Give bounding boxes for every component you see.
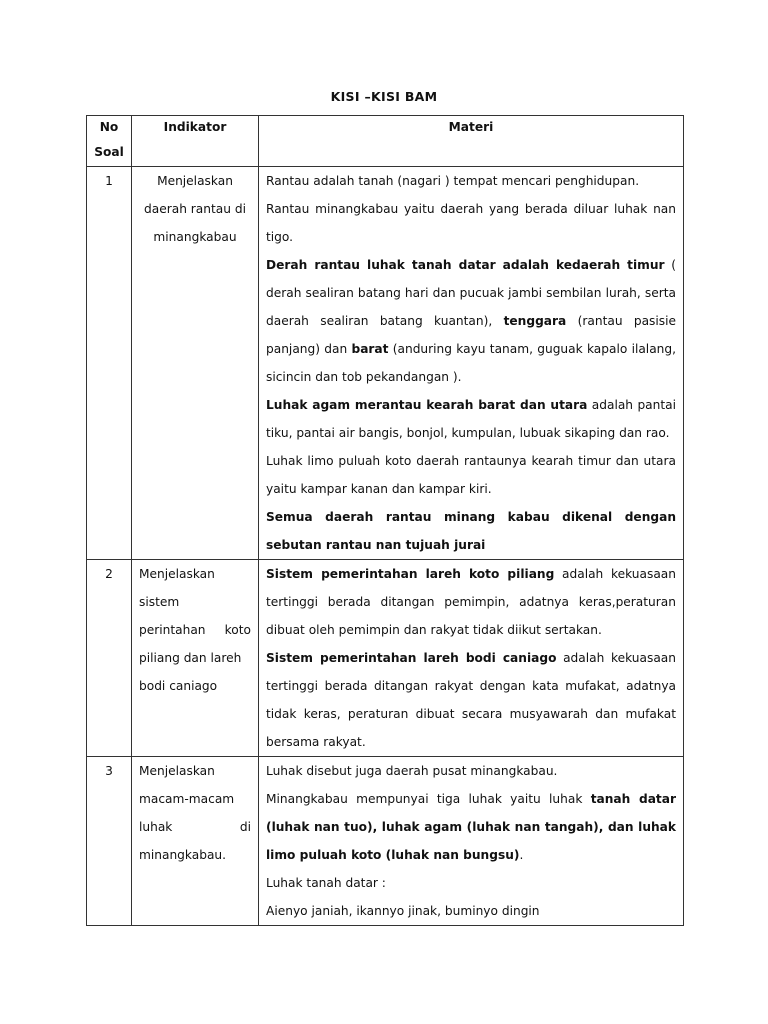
row-indikator xyxy=(132,757,259,926)
materi-paragraph: Luhak limo puluah koto daerah rantaunya kearah timur dan utara yaitu kampar kanan dan kampar kiri. xyxy=(266,454,676,496)
indikator-line: piliang dan lareh xyxy=(139,651,242,665)
header-no-soal xyxy=(87,116,132,167)
materi-bold: Luhak agam merantau kearah barat dan utara xyxy=(266,398,588,412)
materi-bold: Semua daerah rantau minang kabau dikenal dengan sebutan rantau nan tujuah jurai xyxy=(266,510,676,552)
materi-paragraph: Rantau minangkabau yaitu daerah yang berada diluar luhak nan tigo. xyxy=(266,202,676,244)
row-number: 2 xyxy=(87,560,132,757)
indikator-line: luhak di xyxy=(139,820,251,834)
table-row xyxy=(87,560,684,757)
indikator-line: Menjelaskan xyxy=(157,174,233,188)
header-materi: Materi xyxy=(259,116,684,167)
materi-bold: barat xyxy=(351,342,389,356)
row-indikator xyxy=(132,167,259,560)
row-number: 1 xyxy=(87,167,132,560)
table-row xyxy=(87,757,684,926)
row-materi xyxy=(259,757,684,926)
indikator-line: Menjelaskan xyxy=(139,567,215,581)
materi-bold: Sistem pemerintahan lareh koto piliang xyxy=(266,567,555,581)
materi-paragraph: Luhak disebut juga daerah pusat minangkabau. xyxy=(266,764,558,778)
materi-paragraph: Aienyo janiah, ikannyo jinak, buminyo dingin xyxy=(266,904,540,918)
indikator-line: Menjelaskan xyxy=(139,764,215,778)
materi-paragraph: Sistem pemerintahan lareh bodi caniago adalah kekuasaan tertinggi berada ditangan rakyat dengan kata mufakat, adatnya tidak keras, peraturan dibuat secara musyawarah dan mufakat bersama rakyat. xyxy=(266,651,676,749)
indikator-line: sistem xyxy=(139,595,180,609)
materi-bold: tenggara xyxy=(503,314,567,328)
indikator-line: bodi caniago xyxy=(139,679,218,693)
kisi-kisi-table xyxy=(86,115,684,926)
materi-bold: tanah datar (luhak nan tuo), luhak agam (luhak nan tangah), dan luhak limo puluah koto (luhak nan bungsu) xyxy=(266,792,676,862)
header-indikator: Indikator xyxy=(132,116,259,167)
indikator-line: daerah rantau di xyxy=(144,202,246,216)
indikator-line: minangkabau xyxy=(153,230,237,244)
row-materi xyxy=(259,167,684,560)
indikator-line: minangkabau. xyxy=(139,848,227,862)
materi-paragraph: Sistem pemerintahan lareh koto piliang adalah kekuasaan tertinggi berada ditangan pemimpin, adatnya keras,peraturan dibuat oleh pemimpin dan rakyat tidak diikut sertakan. xyxy=(266,567,676,637)
indikator-line: macam-macam xyxy=(139,792,235,806)
materi-paragraph: Luhak agam merantau kearah barat dan utara adalah pantai tiku, pantai air bangis, bonjol, kumpulan, lubuak sikaping dan rao. xyxy=(266,398,677,440)
row-number: 3 xyxy=(87,757,132,926)
materi-bold: Sistem pemerintahan lareh bodi caniago xyxy=(266,651,557,665)
table-header-row xyxy=(87,116,684,167)
table-row xyxy=(87,167,684,560)
row-indikator xyxy=(132,560,259,757)
indikator-line: perintahan koto xyxy=(139,623,251,637)
header-no: No xyxy=(99,120,119,134)
header-soal: Soal xyxy=(94,145,124,159)
row-materi xyxy=(259,560,684,757)
materi-paragraph: Luhak tanah datar : xyxy=(266,876,386,890)
materi-paragraph: Rantau adalah tanah (nagari ) tempat mencari penghidupan. xyxy=(266,174,640,188)
materi-paragraph: Derah rantau luhak tanah datar adalah kedaerah timur ( derah sealiran batang hari dan pucuak jambi sembilan lurah, serta daerah sealiran batang kuantan), tenggara (rantau pasisie panjang) dan barat (anduring kayu tanam, guguak kapalo ilalang, sicincin dan tob pekandangan ). xyxy=(266,258,677,384)
materi-paragraph: Minangkabau mempunyai tiga luhak yaitu luhak tanah datar (luhak nan tuo), luhak agam (luhak nan tangah), dan luhak limo puluah koto (luhak nan bungsu). xyxy=(266,792,676,862)
materi-paragraph xyxy=(266,503,676,559)
page-title: KISI –KISI BAM xyxy=(330,89,438,104)
materi-bold: Derah rantau luhak tanah datar adalah kedaerah timur xyxy=(266,258,665,272)
